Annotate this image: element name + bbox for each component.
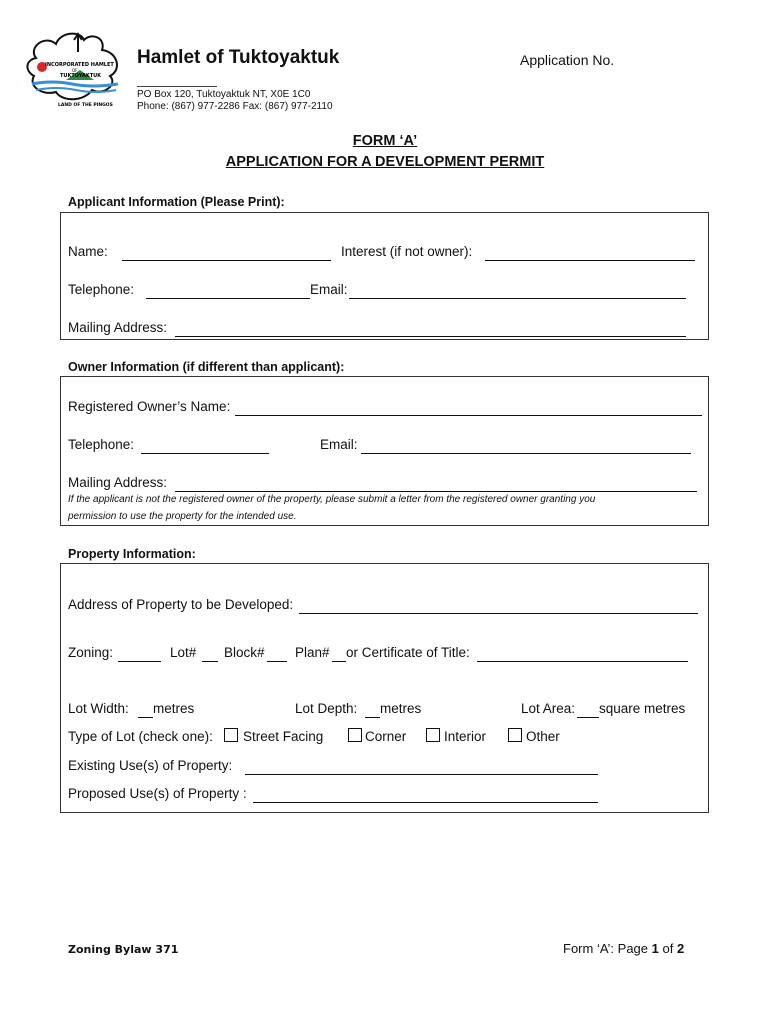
applicant-interest-field[interactable] (485, 260, 695, 261)
owner-note-line2: permission to use the property for the intended use. (68, 511, 297, 522)
zoning-label: Zoning: (68, 645, 114, 660)
existing-use-field[interactable] (245, 774, 598, 775)
applicant-telephone-label: Telephone: (68, 282, 135, 297)
applicant-interest-label: Interest (if not owner): (341, 244, 473, 259)
property-section-title: Property Information: (68, 547, 196, 561)
proposed-use-label: Proposed Use(s) of Property : (68, 786, 247, 801)
property-address-field[interactable] (299, 613, 698, 614)
page-current: 1 (651, 941, 659, 956)
owner-telephone-label: Telephone: (68, 437, 135, 452)
lot-number-label: Lot# (170, 645, 197, 660)
applicant-name-field[interactable] (122, 260, 331, 261)
owner-email-label: Email: (320, 437, 358, 452)
owner-name-label: Registered Owner’s Name: (68, 399, 231, 414)
applicant-mailing-field[interactable] (175, 336, 686, 337)
owner-section-title: Owner Information (if different than applicant): (68, 360, 345, 374)
other-checkbox[interactable] (508, 728, 522, 742)
applicant-email-field[interactable] (349, 298, 686, 299)
certificate-of-title-field[interactable] (477, 661, 688, 662)
property-address-label: Address of Property to be Developed: (68, 597, 294, 612)
corner-label: Corner (365, 729, 407, 744)
applicant-info-box (60, 212, 709, 340)
hamlet-logo-graphic (22, 30, 132, 110)
block-number-label: Block# (224, 645, 265, 660)
interior-checkbox[interactable] (426, 728, 440, 742)
application-number-label: Application No. (520, 52, 615, 68)
owner-info-box (60, 376, 709, 526)
owner-email-field[interactable] (361, 453, 691, 454)
svg-text:INCORPORATED HAMLET: INCORPORATED HAMLET (45, 62, 114, 68)
lot-number-field[interactable] (202, 661, 218, 662)
lot-depth-field[interactable] (365, 717, 380, 718)
other-label: Other (526, 729, 560, 744)
proposed-use-field[interactable] (253, 802, 598, 803)
owner-mailing-field[interactable] (175, 491, 697, 492)
certificate-of-title-label: or Certificate of Title: (346, 645, 470, 660)
owner-mailing-label: Mailing Address: (68, 475, 168, 490)
lot-width-unit: metres (153, 701, 195, 716)
street-facing-checkbox[interactable] (224, 728, 238, 742)
applicant-mailing-label: Mailing Address: (68, 320, 168, 335)
existing-use-label: Existing Use(s) of Property: (68, 758, 233, 773)
form-title: FORM ‘A’ (352, 133, 418, 149)
lot-area-unit: square metres (599, 701, 686, 716)
page-prefix: Form ‘A’: Page (563, 941, 652, 956)
property-info-box (60, 563, 709, 813)
applicant-telephone-field[interactable] (146, 298, 310, 299)
corner-checkbox[interactable] (348, 728, 362, 742)
lot-width-field[interactable] (138, 717, 153, 718)
plan-number-field[interactable] (332, 661, 346, 662)
lot-type-label: Type of Lot (check one): (68, 729, 213, 744)
svg-text:TUKTOYAKTUK: TUKTOYAKTUK (60, 73, 102, 79)
plan-number-label: Plan# (295, 645, 330, 660)
lot-width-label: Lot Width: (68, 701, 129, 716)
svg-text:OF: OF (72, 68, 78, 73)
lot-area-field[interactable] (577, 717, 599, 718)
lot-depth-unit: metres (380, 701, 422, 716)
owner-telephone-field[interactable] (141, 453, 269, 454)
lot-depth-label: Lot Depth: (295, 701, 358, 716)
organization-name: Hamlet of Tuktoyaktuk (137, 47, 340, 68)
postal-address: PO Box 120, Tuktoyaktuk NT, X0E 1C0 (137, 89, 311, 100)
hamlet-logo (22, 30, 132, 110)
header-divider (137, 86, 217, 87)
lot-area-label: Lot Area: (521, 701, 576, 716)
svg-text:LAND OF THE PINGOS: LAND OF THE PINGOS (58, 103, 113, 108)
applicant-section-title: Applicant Information (Please Print): (68, 195, 285, 209)
owner-note-line1: If the applicant is not the registered owner of the property, please submit a letter from the registered owner granting you (68, 494, 596, 505)
interior-label: Interior (444, 729, 487, 744)
page-total: 2 (676, 941, 685, 956)
phone-fax: Phone: (867) 977-2286 Fax: (867) 977-2110 (137, 101, 333, 112)
page-of: of (658, 941, 677, 956)
page-indicator (563, 941, 684, 956)
zoning-bylaw-footer: Zoning Bylaw 371 (68, 943, 179, 956)
applicant-name-label: Name: (68, 244, 108, 259)
form-subtitle: APPLICATION FOR A DEVELOPMENT PERMIT (225, 154, 545, 170)
applicant-email-label: Email: (310, 282, 348, 297)
owner-name-field[interactable] (235, 415, 702, 416)
street-facing-label: Street Facing (243, 729, 324, 744)
block-number-field[interactable] (267, 661, 287, 662)
zoning-field[interactable] (118, 661, 161, 662)
